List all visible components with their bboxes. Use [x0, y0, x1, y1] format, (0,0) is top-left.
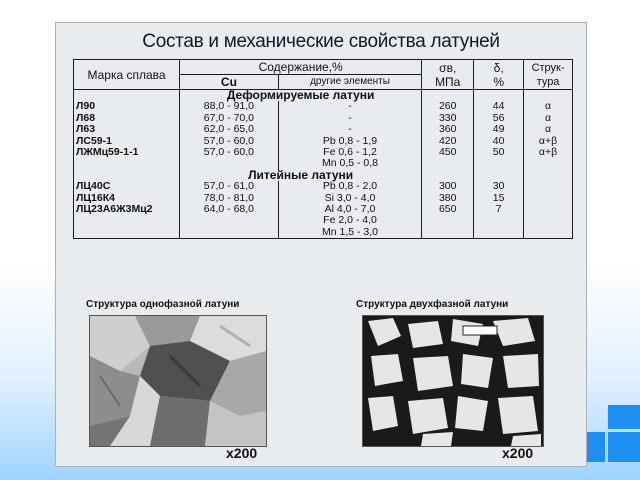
- caption-single-phase: Структура однофазной латуни: [86, 299, 240, 310]
- table-row: [74, 124, 573, 135]
- structure-cell: [524, 204, 573, 239]
- other-element: -: [348, 100, 352, 113]
- section-title: Литейные латуни: [180, 170, 422, 181]
- header-strength: [422, 60, 474, 90]
- header-row: [74, 60, 573, 75]
- other-elements-cell: [278, 181, 421, 192]
- single-phase-grains-image: [90, 316, 266, 446]
- header-strength-unit: МПа: [435, 74, 461, 89]
- other-element: Pb 0,8 - 2,0: [322, 180, 378, 193]
- other-element: Pb 0,8 - 1,9: [322, 134, 378, 147]
- header-cu: Cu: [180, 75, 279, 90]
- section-title: Деформируемые латуни: [180, 90, 422, 102]
- other-element: Mn 0,5 - 0,8: [321, 157, 379, 170]
- other-element: Si 3,0 - 4,0: [324, 191, 376, 204]
- structure-cell: [524, 181, 573, 192]
- strength-cell: 420: [422, 136, 474, 147]
- properties-table: [73, 59, 573, 239]
- elongation-cell: 15: [474, 193, 524, 204]
- header-strength-symbol: σв,: [439, 60, 457, 75]
- grade-cell: Л68: [74, 113, 180, 124]
- other-element: Mn 1,5 - 3,0: [321, 225, 379, 238]
- structure-cell: α+β: [524, 136, 573, 147]
- header-other: другие элементы: [278, 75, 421, 90]
- strength-cell: 360: [422, 124, 474, 135]
- strength-cell: 330: [422, 113, 474, 124]
- elongation-cell: 50: [474, 147, 524, 170]
- other-element: Al 4,0 - 7,0: [324, 203, 376, 216]
- two-phase-grains-image: [363, 316, 543, 446]
- elongation-cell: 44: [474, 101, 524, 112]
- other-elements-cell: [278, 124, 421, 135]
- header-structure: Струк-тура: [524, 60, 573, 90]
- cu-cell: 88,0 - 91,0: [180, 101, 279, 112]
- micrograph-single-phase: [89, 315, 267, 447]
- strength-cell: 380: [422, 193, 474, 204]
- grade-cell: ЛЦ16К4: [74, 193, 180, 204]
- header-elongation: [474, 60, 524, 90]
- table-row: [74, 204, 573, 239]
- strength-cell: 650: [422, 204, 474, 239]
- micrograph-two-phase: [362, 315, 544, 447]
- grade-cell: ЛЦ23А6Ж3Мц2: [74, 204, 180, 239]
- grade-cell: Л63: [74, 124, 180, 135]
- section-spacer: [524, 170, 573, 181]
- elongation-cell: 30: [474, 181, 524, 192]
- other-element: -: [348, 111, 352, 124]
- grade-cell: ЛЖМц59-1-1: [74, 147, 180, 170]
- structure-cell: α+β: [524, 147, 573, 170]
- header-composition: Содержание,%: [180, 60, 422, 75]
- header-elong-symbol: δ,: [493, 60, 504, 75]
- grade-cell: ЛЦ40С: [74, 181, 180, 192]
- caption-two-phase: Структура двухфазной латуни: [356, 299, 509, 310]
- elongation-cell: 40: [474, 136, 524, 147]
- other-element: Fe 2,0 - 4,0: [323, 214, 377, 227]
- cu-cell: 67,0 - 70,0: [180, 113, 279, 124]
- cu-cell: 78,0 - 81,0: [180, 193, 279, 204]
- cu-cell: 57,0 - 60,0: [180, 136, 279, 147]
- elongation-cell: 7: [474, 204, 524, 239]
- cu-cell: 57,0 - 60,0: [180, 147, 279, 170]
- decor-square-2: [608, 432, 640, 462]
- header-elong-unit: %: [493, 74, 504, 89]
- grade-cell: Л90: [74, 101, 180, 112]
- structure-cell: α: [524, 113, 573, 124]
- header-grade: Марка сплава: [74, 60, 180, 90]
- other-elements-cell: [278, 147, 421, 170]
- grade-cell: ЛС59-1: [74, 136, 180, 147]
- strength-cell: 260: [422, 101, 474, 112]
- decor-square-3: [608, 405, 640, 429]
- cu-cell: 64,0 - 68,0: [180, 204, 279, 239]
- magnification-two: x200: [502, 445, 534, 461]
- slide-panel: [55, 22, 587, 467]
- structure-cell: α: [524, 124, 573, 135]
- elongation-cell: 56: [474, 113, 524, 124]
- other-elements-cell: [278, 204, 421, 239]
- strength-cell: 300: [422, 181, 474, 192]
- cu-cell: 62,0 - 65,0: [180, 124, 279, 135]
- table-row: [74, 181, 573, 192]
- cu-cell: 57,0 - 61,0: [180, 181, 279, 192]
- structure-cell: α: [524, 101, 573, 112]
- strength-cell: 450: [422, 147, 474, 170]
- magnification-single: x200: [226, 445, 258, 461]
- other-element: -: [348, 123, 352, 136]
- page-title: Состав и механические свойства латуней: [142, 31, 500, 52]
- other-element: Fe 0,6 - 1,2: [323, 146, 377, 159]
- table-row: [74, 147, 573, 170]
- elongation-cell: 49: [474, 124, 524, 135]
- structure-cell: [524, 193, 573, 204]
